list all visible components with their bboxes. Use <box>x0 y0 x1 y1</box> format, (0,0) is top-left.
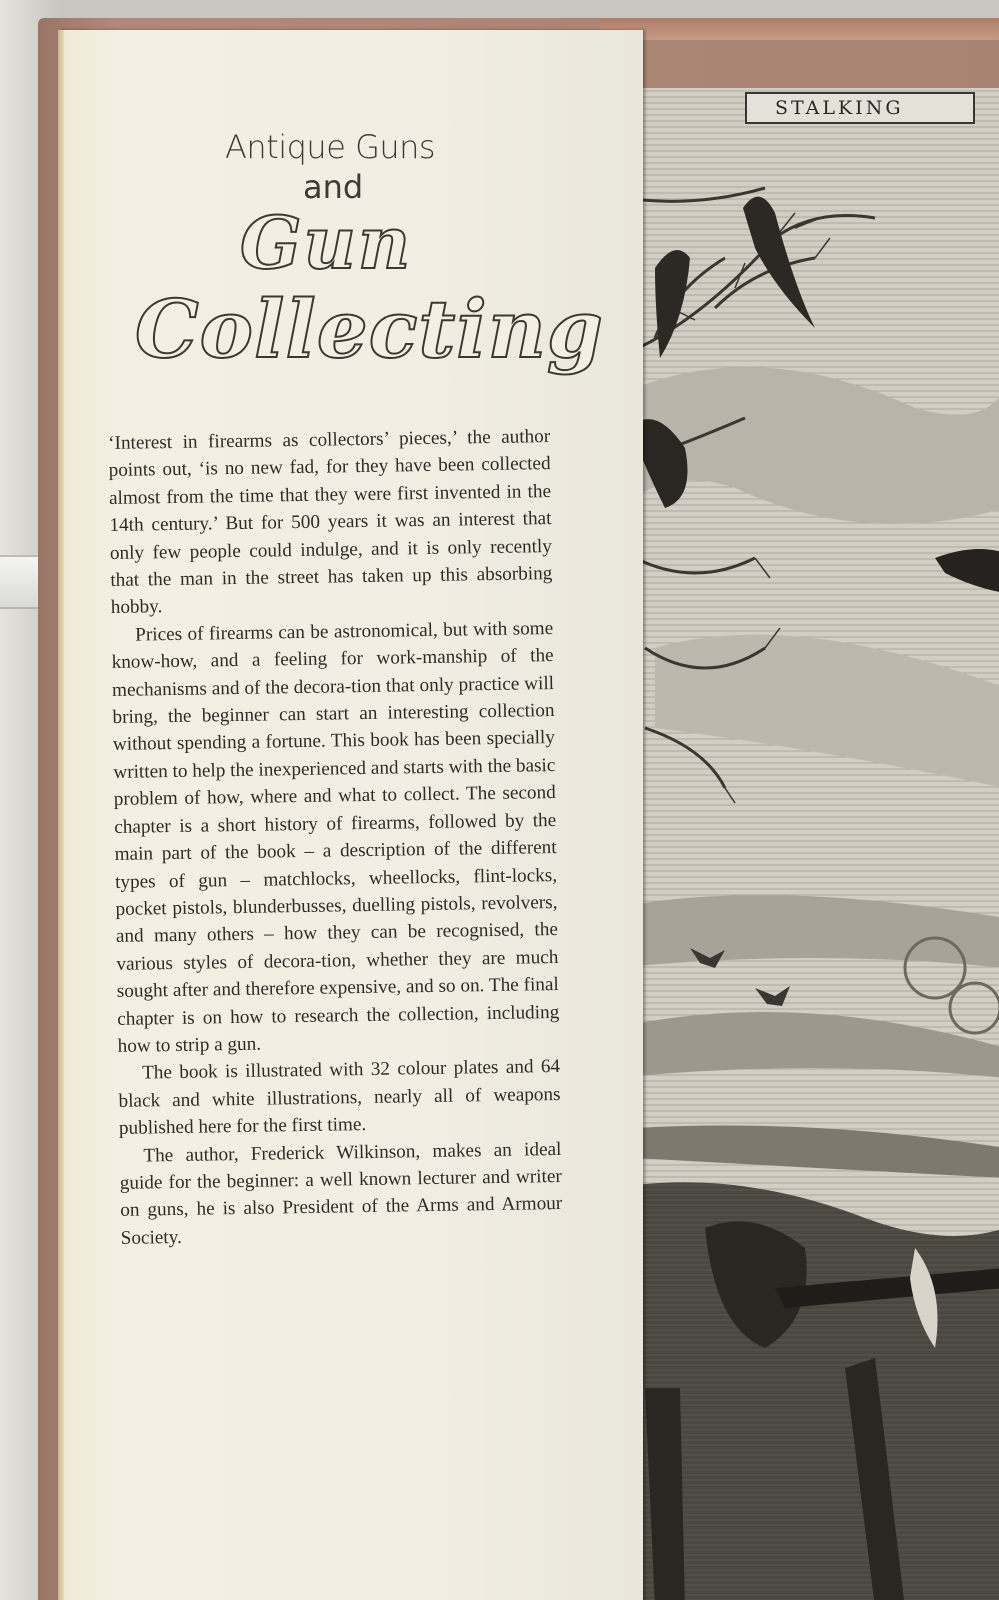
title-line-4: Collecting <box>135 282 604 376</box>
title-line-3: Gun <box>240 200 413 285</box>
jacket-blurb <box>108 423 563 1252</box>
engraving-illustration <box>615 88 999 1600</box>
plate-caption: STALKING <box>745 92 975 124</box>
title-line-1: Antique Guns <box>225 128 436 166</box>
blurb-paragraph: The author, Frederick Wilkinson, makes an ideal guide for the beginner: a well known lecturer and writer on guns, he is also President of the Arms and Armour Society. <box>119 1138 563 1249</box>
blurb-paragraph: Prices of firearms can be astronomical, but with some know-how, and a feeling for work-manship of the mechanisms and of the decora-tion that only practice will bring, the beginner can start an interesting collection without spending a fortune. This book has been specially written to help the inexperienced and starts with the basic problem of how, where and what to collect. The second chapter is a short history of firearms, followed by the main part of the book – a description of the different types of gun – matchlocks, wheellocks, flint-locks, pocket pistols, blunderbusses, duelling pistols, revolvers, and many others – how they can be recognised, the various styles of decora-tion, whether they are much sought after and therefore expensive, and so on. The final chapter is on how to research the collection, including how to strip a gun. <box>111 617 560 1057</box>
book-cover-top-edge <box>600 18 999 40</box>
title-line-2: and <box>303 168 364 206</box>
blurb-paragraph: ‘Interest in firearms as collectors’ pieces,’ the author points out, ‘is no new fad, for they have been collected almost from the time that they were first invented in the 14th century.’ But for 500 years it was an interest that only few people could indulge, and it is only recently that the man in the street has taken up this absorbing hobby. <box>108 426 553 619</box>
dust-jacket-edge <box>58 30 64 1600</box>
blurb-paragraph: The book is illustrated with 32 colour plates and 64 black and white illustrations, nearly all of weapons published here for the first time. <box>118 1056 561 1140</box>
engraving-plate <box>615 88 999 1600</box>
